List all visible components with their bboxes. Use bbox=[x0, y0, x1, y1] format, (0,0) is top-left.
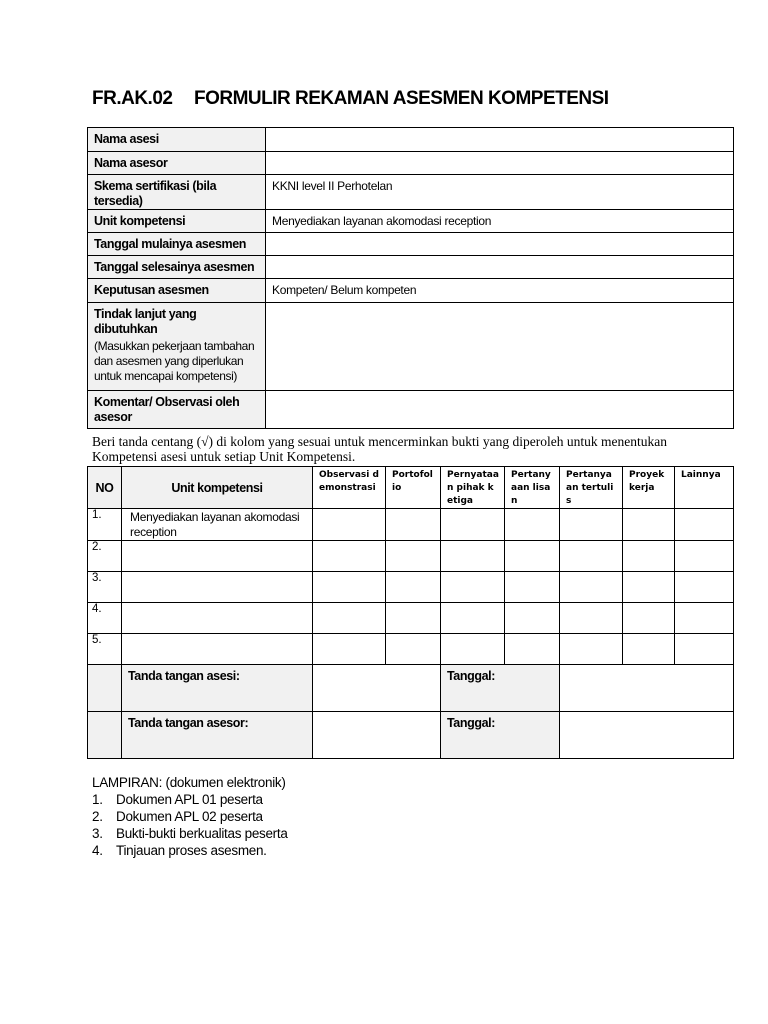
check-cell[interactable] bbox=[313, 603, 386, 634]
check-cell[interactable] bbox=[441, 603, 505, 634]
evidence-header-row bbox=[88, 467, 734, 509]
info-value-keputusan[interactable]: Kompeten/ Belum kompeten bbox=[266, 279, 734, 303]
info-value-komentar[interactable] bbox=[266, 391, 734, 429]
header-pertanyaan-tertulis: Pertanyaan tertulis bbox=[560, 467, 623, 509]
check-cell[interactable] bbox=[313, 634, 386, 665]
info-row-skema bbox=[88, 175, 734, 210]
check-cell[interactable] bbox=[560, 572, 623, 603]
signature-row-asesor bbox=[88, 712, 734, 759]
info-row-tanggal-mulai bbox=[88, 233, 734, 256]
list-item bbox=[92, 791, 288, 808]
check-cell[interactable] bbox=[623, 541, 675, 572]
row-number: 4. bbox=[88, 603, 122, 634]
header-pernyataan: Pernyataan pihak ketiga bbox=[441, 467, 505, 509]
table-row bbox=[88, 541, 734, 572]
check-cell[interactable] bbox=[386, 572, 441, 603]
check-cell[interactable] bbox=[386, 634, 441, 665]
header-unit: Unit kompetensi bbox=[122, 467, 313, 509]
attachments-section bbox=[92, 774, 288, 859]
check-cell[interactable] bbox=[505, 572, 560, 603]
info-value-skema[interactable]: KKNI level II Perhotelan bbox=[266, 175, 734, 210]
row-unit[interactable] bbox=[122, 541, 313, 572]
list-text: Dokumen APL 01 peserta bbox=[116, 792, 263, 807]
info-label-tindak-lanjut bbox=[88, 303, 266, 391]
signature-spacer bbox=[88, 665, 122, 712]
check-cell[interactable] bbox=[505, 634, 560, 665]
check-cell[interactable] bbox=[505, 509, 560, 541]
check-cell[interactable] bbox=[623, 509, 675, 541]
info-value-unit[interactable]: Menyediakan layanan akomodasi reception bbox=[266, 210, 734, 233]
check-cell[interactable] bbox=[623, 603, 675, 634]
form-title-text: FORMULIR REKAMAN ASESMEN KOMPETENSI bbox=[194, 88, 609, 109]
table-row bbox=[88, 509, 734, 541]
row-number: 1. bbox=[88, 509, 122, 541]
check-cell[interactable] bbox=[313, 509, 386, 541]
assessment-info-table bbox=[87, 127, 734, 429]
table-row bbox=[88, 603, 734, 634]
date-asesi-label: Tanggal: bbox=[441, 665, 560, 712]
signature-asesi-label: Tanda tangan asesi: bbox=[122, 665, 313, 712]
row-number: 3. bbox=[88, 572, 122, 603]
check-cell[interactable] bbox=[386, 509, 441, 541]
info-row-nama-asesi bbox=[88, 128, 734, 152]
info-label: Nama asesor bbox=[88, 152, 266, 175]
info-value-tanggal-selesai[interactable] bbox=[266, 256, 734, 279]
list-text: Tinjauan proses asesmen. bbox=[116, 843, 267, 858]
check-cell[interactable] bbox=[623, 572, 675, 603]
info-label: Komentar/ Observasi oleh asesor bbox=[88, 391, 266, 429]
check-cell[interactable] bbox=[675, 634, 734, 665]
info-value-tindak-lanjut[interactable] bbox=[266, 303, 734, 391]
signature-row-asesi bbox=[88, 665, 734, 712]
table-row bbox=[88, 634, 734, 665]
header-pertanyaan-lisan: Pertanyaan lisan bbox=[505, 467, 560, 509]
check-cell[interactable] bbox=[313, 572, 386, 603]
header-no: NO bbox=[88, 467, 122, 509]
info-row-tanggal-selesai bbox=[88, 256, 734, 279]
check-cell[interactable] bbox=[560, 541, 623, 572]
header-proyek: Proyek kerja bbox=[623, 467, 675, 509]
info-label: Nama asesi bbox=[88, 128, 266, 152]
form-code: FR.AK.02 bbox=[92, 88, 173, 109]
check-cell[interactable] bbox=[441, 572, 505, 603]
table-row bbox=[88, 572, 734, 603]
evidence-table bbox=[87, 466, 734, 759]
check-cell[interactable] bbox=[441, 634, 505, 665]
row-number: 5. bbox=[88, 634, 122, 665]
check-cell[interactable] bbox=[505, 541, 560, 572]
list-item bbox=[92, 808, 288, 825]
info-label: Unit kompetensi bbox=[88, 210, 266, 233]
check-cell[interactable] bbox=[313, 541, 386, 572]
check-cell[interactable] bbox=[623, 634, 675, 665]
list-number: 1. bbox=[92, 792, 103, 807]
check-cell[interactable] bbox=[675, 603, 734, 634]
row-unit[interactable] bbox=[122, 634, 313, 665]
info-row-unit bbox=[88, 210, 734, 233]
check-cell[interactable] bbox=[675, 541, 734, 572]
check-cell[interactable] bbox=[675, 509, 734, 541]
info-label: Tanggal mulainya asesmen bbox=[88, 233, 266, 256]
info-value-tanggal-mulai[interactable] bbox=[266, 233, 734, 256]
date-asesor-field[interactable] bbox=[560, 712, 734, 759]
signature-asesor-label: Tanda tangan asesor: bbox=[122, 712, 313, 759]
header-lainnya: Lainnya bbox=[675, 467, 734, 509]
signature-spacer bbox=[88, 712, 122, 759]
check-cell[interactable] bbox=[560, 634, 623, 665]
check-cell[interactable] bbox=[560, 603, 623, 634]
list-item bbox=[92, 842, 288, 859]
instruction-text: Beri tanda centang (√) di kolom yang sesuai untuk mencerminkan bukti yang diperoleh untuk menentukan Kompetensi asesi untuk setiap Unit Kompetensi. bbox=[92, 434, 668, 464]
info-row-tindak-lanjut bbox=[88, 303, 734, 391]
info-label-note: (Masukkan pekerjaan tambahan dan asesmen yang diperlukan untuk mencapai kompetensi) bbox=[94, 339, 255, 383]
check-cell[interactable] bbox=[386, 541, 441, 572]
info-row-nama-asesor bbox=[88, 152, 734, 175]
info-label: Tanggal selesainya asesmen bbox=[88, 256, 266, 279]
list-number: 4. bbox=[92, 843, 103, 858]
row-number: 2. bbox=[88, 541, 122, 572]
check-cell[interactable] bbox=[441, 509, 505, 541]
row-unit[interactable] bbox=[122, 603, 313, 634]
check-cell[interactable] bbox=[675, 572, 734, 603]
list-number: 3. bbox=[92, 826, 103, 841]
info-label: Keputusan asesmen bbox=[88, 279, 266, 303]
form-title bbox=[92, 88, 609, 110]
check-cell[interactable] bbox=[386, 603, 441, 634]
signature-asesor-field[interactable] bbox=[313, 712, 441, 759]
info-row-keputusan bbox=[88, 279, 734, 303]
header-observasi: Observasi demonstrasi bbox=[313, 467, 386, 509]
list-text: Bukti-bukti berkualitas peserta bbox=[116, 826, 288, 841]
check-cell[interactable] bbox=[505, 603, 560, 634]
date-asesor-label: Tanggal: bbox=[441, 712, 560, 759]
row-unit: Menyediakan layanan akomodasi reception bbox=[122, 509, 313, 541]
row-unit[interactable] bbox=[122, 572, 313, 603]
date-asesi-field[interactable] bbox=[560, 665, 734, 712]
info-label: Skema sertifikasi (bila tersedia) bbox=[88, 175, 266, 210]
signature-asesi-field[interactable] bbox=[313, 665, 441, 712]
attachments-heading: LAMPIRAN: (dokumen elektronik) bbox=[92, 775, 286, 790]
list-number: 2. bbox=[92, 809, 103, 824]
list-item bbox=[92, 825, 288, 842]
check-cell[interactable] bbox=[441, 541, 505, 572]
info-row-komentar bbox=[88, 391, 734, 429]
list-text: Dokumen APL 02 peserta bbox=[116, 809, 263, 824]
info-value-nama-asesi[interactable] bbox=[266, 128, 734, 152]
header-portofolio: Portofolio bbox=[386, 467, 441, 509]
check-cell[interactable] bbox=[560, 509, 623, 541]
info-label: Tindak lanjut yang dibutuhkan bbox=[94, 307, 197, 336]
info-value-nama-asesor[interactable] bbox=[266, 152, 734, 175]
